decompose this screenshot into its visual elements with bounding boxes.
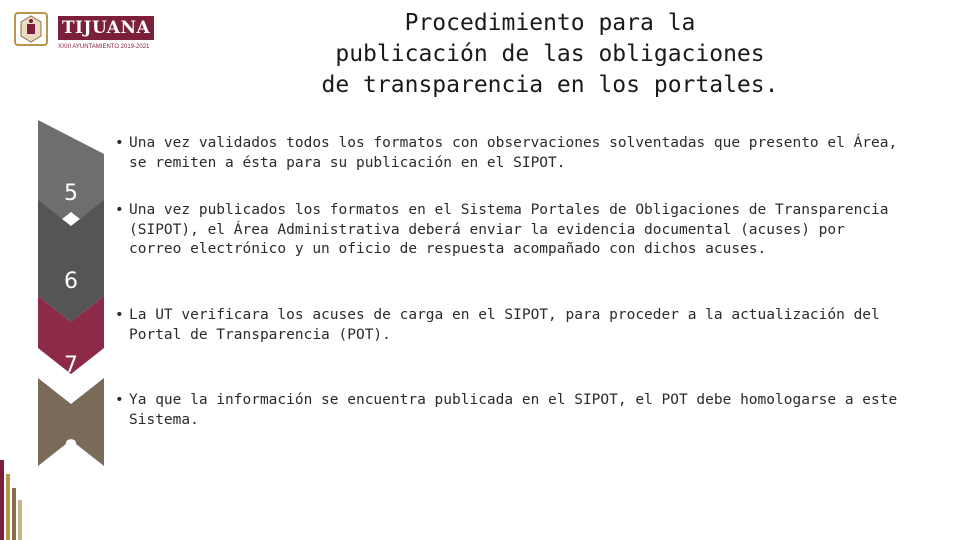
bullet-text: La UT verificara los acuses de carga en el SIPOT, para proceder a la actualización del Portal de Transparencia (POT). [129, 307, 880, 343]
bullet-text: Una vez publicados los formatos en el Sistema Portales de Obligaciones de Transparencia (SIPOT), el Área Administrativa deberá enviar la evidencia documental (acuses) por correo electrónico y un oficio de respuesta acompañado con dichos acuses. [129, 202, 889, 257]
step-8-number: 8 [64, 437, 78, 462]
page-title [250, 8, 850, 101]
bullet-text: Una vez validados todos los formatos con observaciones solventadas que presento el Área, se remiten a ésta para su publicación en el SIPOT. [129, 135, 898, 171]
bullet-symbol: • [115, 307, 124, 323]
step-8-chevron [38, 378, 104, 466]
step-chevrons [0, 0, 110, 540]
bullet-symbol: • [115, 135, 124, 151]
bullet-item-3 [115, 306, 905, 345]
step-5-number: 5 [64, 181, 78, 206]
bullet-symbol: • [115, 202, 124, 218]
title-line-3: de transparencia en los portales. [321, 72, 779, 98]
bullet-item-4 [115, 391, 905, 430]
title-line-2: publicación de las obligaciones [335, 41, 765, 67]
step-6-number: 6 [64, 269, 78, 294]
bullet-item-1 [115, 134, 905, 173]
brand-name: TIJUANA [58, 16, 154, 40]
bullet-symbol: • [115, 392, 124, 408]
title-line-1: Procedimiento para la [404, 10, 696, 36]
decorative-stripes [0, 460, 24, 540]
bullet-item-2 [115, 201, 905, 260]
brand-subtitle: XXIII AYUNTAMIENTO 2019-2021 [58, 44, 150, 50]
bullet-text: Ya que la información se encuentra publicada en el SIPOT, el POT debe homologarse a este Sistema. [129, 392, 898, 428]
step-6-chevron [38, 200, 104, 322]
step-7-number: 7 [64, 353, 78, 378]
